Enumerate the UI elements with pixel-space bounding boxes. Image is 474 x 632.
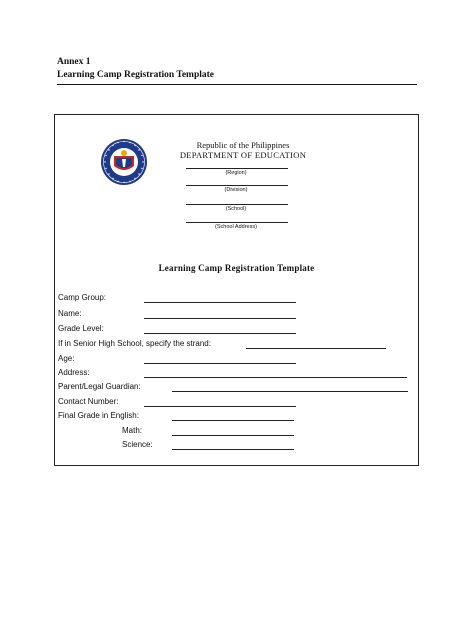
heading-rule (57, 84, 417, 85)
school-caption: (School) (225, 206, 247, 212)
name-label: Name: (58, 309, 82, 318)
division-blank[interactable] (186, 185, 288, 186)
guardian-field[interactable] (172, 391, 408, 392)
english-grade-field[interactable] (172, 420, 294, 421)
strand-label: If in Senior High School, specify the strand: (58, 339, 211, 348)
republic-heading: Republic of the Philippines (196, 140, 290, 150)
name-field[interactable] (144, 318, 296, 319)
grade-level-label: Grade Level: (58, 324, 104, 333)
deped-seal-icon (100, 138, 148, 186)
camp-group-label: Camp Group: (58, 293, 107, 302)
address-label: Address: (58, 368, 90, 377)
age-field[interactable] (144, 363, 296, 364)
science-grade-label: Science: (122, 440, 153, 449)
camp-group-field[interactable] (144, 302, 296, 303)
math-grade-field[interactable] (172, 435, 294, 436)
region-blank[interactable] (186, 168, 288, 169)
english-grade-label: Final Grade in English: (58, 411, 139, 420)
math-grade-label: Math: (122, 426, 143, 435)
guardian-label: Parent/Legal Guardian: (58, 382, 141, 391)
region-caption: (Region) (225, 170, 247, 176)
contact-number-label: Contact Number: (58, 397, 119, 406)
strand-field[interactable] (246, 348, 386, 349)
school-blank[interactable] (186, 204, 288, 205)
division-caption: (Division) (224, 187, 248, 193)
form-title: Learning Camp Registration Template (158, 263, 315, 273)
school-address-caption: (School Address) (215, 224, 257, 230)
annex-title: Learning Camp Registration Template (57, 70, 215, 80)
grade-level-field[interactable] (144, 333, 296, 334)
age-label: Age: (58, 354, 75, 363)
school-address-blank[interactable] (186, 222, 288, 223)
annex-heading (57, 56, 214, 82)
department-heading: DEPARTMENT OF EDUCATION (179, 150, 307, 160)
science-grade-field[interactable] (172, 449, 294, 450)
contact-number-field[interactable] (144, 406, 296, 407)
address-field[interactable] (144, 377, 407, 378)
annex-number: Annex 1 (57, 57, 91, 67)
